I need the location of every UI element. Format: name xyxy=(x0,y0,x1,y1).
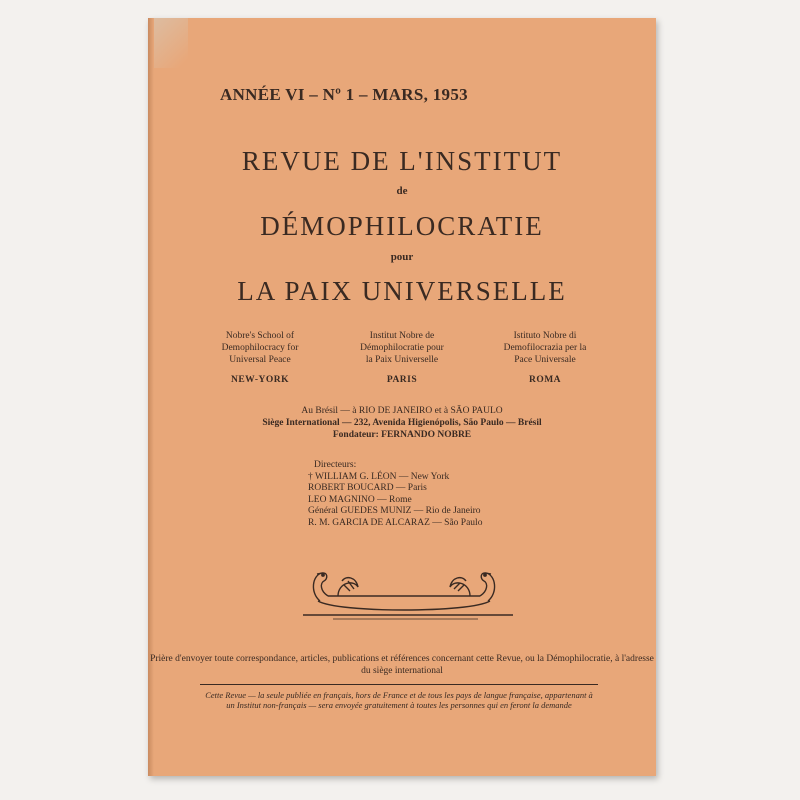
director-item: ROBERT BOUCARD — Paris xyxy=(308,483,427,493)
title-connector-pour: pour xyxy=(390,251,414,263)
title-line-2: DÉMOPHILOCRATIE xyxy=(260,211,544,241)
institute-paris: Institut Nobre de Démophilocratie pour la Paix Universelle PARIS xyxy=(327,330,477,386)
journal-cover xyxy=(148,18,656,776)
fine-print: Cette Revue — la seule publiée en français, hors de France et de tous les pays de langue française, appartenant à un Institut non-français — sera envoyée gratuitement à toutes les personnes qui en feront la demande xyxy=(205,690,593,710)
title-line-3: LA PAIX UNIVERSELLE xyxy=(237,276,567,306)
correspondence-notice: Prière d'envoyer toute correspondance, articles, publications et références concernant cette Revue, ou la Démophilocratie, à l'adresse du siège international xyxy=(150,654,654,676)
director-item: LEO MAGNINO — Rome xyxy=(308,494,412,505)
director-item: † WILLIAM G. LÉON — New York xyxy=(308,471,450,482)
institute-new-york: Nobre's School of Demophilocracy for Universal Peace NEW-YORK xyxy=(185,330,335,386)
city-paris: PARIS xyxy=(386,375,418,385)
swan-boat-icon xyxy=(298,563,518,623)
address-line-2: Siège International — 232, Avenida Higienópolis, São Paulo — Brésil xyxy=(262,418,542,428)
director-item: Général GUEDES MUNIZ — Rio de Janeiro xyxy=(308,506,481,516)
institute-roma: Istituto Nobre di Demofilocrazia per la Pace Universale ROMA xyxy=(470,330,620,386)
directors-block xyxy=(308,460,482,529)
divider-rule xyxy=(200,684,598,685)
founder-line: Fondateur: FERNANDO NOBRE xyxy=(332,430,472,440)
city-roma: ROMA xyxy=(528,375,562,385)
issue-line: ANNÉE VI – Nº 1 – MARS, 1953 xyxy=(220,85,468,104)
title-line-1: REVUE DE L'INSTITUT xyxy=(241,146,563,176)
director-item: R. M. GARCIA DE ALCARAZ — São Paulo xyxy=(308,517,483,528)
city-new-york: NEW-YORK xyxy=(230,375,289,385)
title-connector-de: de xyxy=(396,185,408,197)
directors-heading: Directeurs: xyxy=(314,460,357,470)
address-line-1: Au Brésil — à RIO DE JANEIRO et à SÃO PAULO xyxy=(301,406,503,416)
